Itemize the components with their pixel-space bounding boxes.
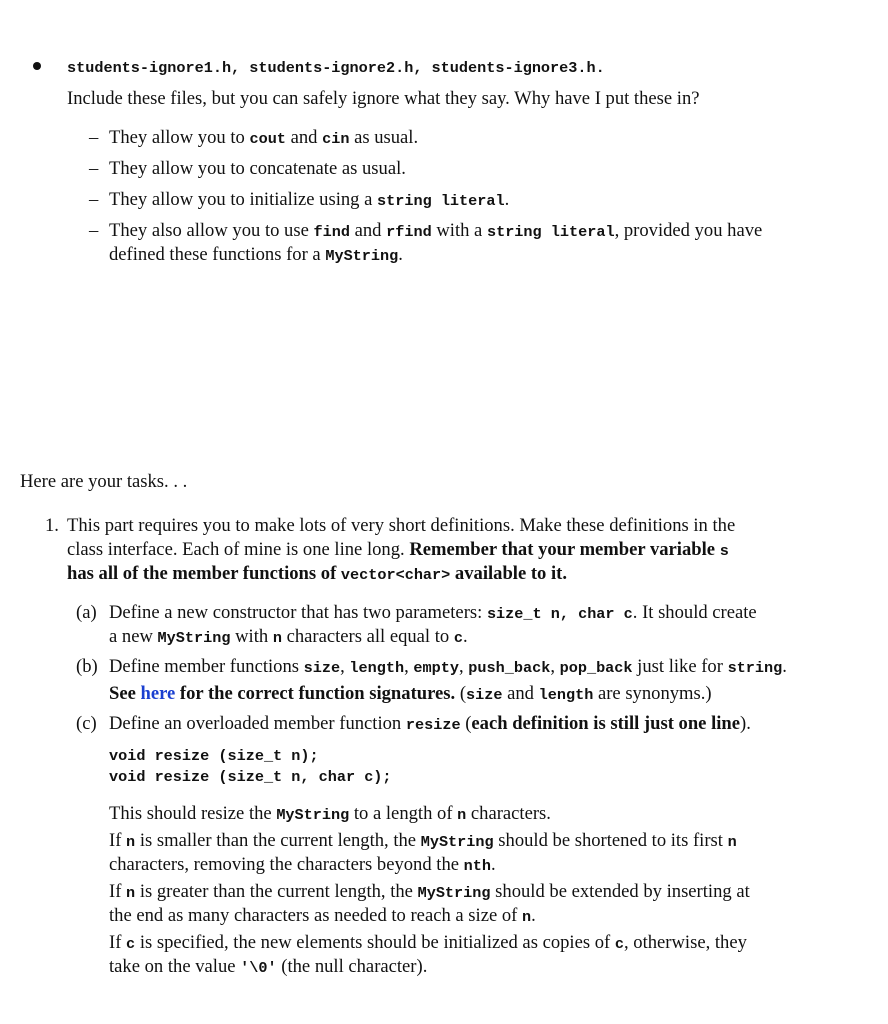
here-link[interactable]: here bbox=[140, 683, 176, 704]
subtask-c-label: (c) bbox=[76, 713, 97, 734]
resize-paragraph-2-line-1: If n is smaller than the current length, the MyString should be shortened to its first n bbox=[109, 830, 737, 851]
subtask-a-line-1: Define a new constructor that has two parameters: size_t n, char c. It should create bbox=[109, 602, 757, 623]
dash-icon: – bbox=[89, 158, 99, 179]
reason-3: They allow you to initialize using a string literal. bbox=[109, 189, 510, 210]
files-line: students-ignore1.h, students-ignore2.h, students-ignore3.h. bbox=[67, 59, 605, 77]
task-1-line-3: has all of the member functions of vector<char> available to it. bbox=[67, 563, 568, 584]
task-1-line-2: class interface. Each of mine is one line long. Remember that your member variable s bbox=[67, 539, 729, 560]
resize-paragraph-4-line-2: take on the value '\0' (the null character). bbox=[109, 956, 428, 977]
code-resize-2: void resize (size_t n, char c); bbox=[109, 768, 392, 786]
dash-icon: – bbox=[89, 189, 99, 210]
reason-4-line-1: They also allow you to use find and rfind with a string literal, provided you have bbox=[109, 220, 763, 241]
task-1-number: 1. bbox=[45, 515, 59, 536]
resize-paragraph-2-line-2: characters, removing the characters beyond the nth. bbox=[109, 854, 496, 875]
subtask-b-label: (b) bbox=[76, 656, 98, 677]
bullet-icon bbox=[33, 62, 41, 70]
subtask-c-line-1: Define an overloaded member function resize (each definition is still just one line). bbox=[109, 713, 751, 734]
dash-icon: – bbox=[89, 127, 99, 148]
dash-icon: – bbox=[89, 220, 99, 241]
resize-paragraph-3-line-2: the end as many characters as needed to reach a size of n. bbox=[109, 905, 536, 926]
resize-paragraph-1: This should resize the MyString to a length of n characters. bbox=[109, 803, 551, 824]
subtask-b-line-1: Define member functions size, length, empty, push_back, pop_back just like for string. bbox=[109, 656, 787, 677]
subtask-a-line-2: a new MyString with n characters all equal to c. bbox=[109, 626, 468, 647]
subtask-a-label: (a) bbox=[76, 602, 97, 623]
subtask-b-line-2: See here for the correct function signatures. (size and length are synonyms.) bbox=[109, 683, 712, 704]
intro-description: Include these files, but you can safely ignore what they say. Why have I put these in? bbox=[67, 88, 700, 109]
reason-2: They allow you to concatenate as usual. bbox=[109, 158, 406, 179]
resize-paragraph-3-line-1: If n is greater than the current length, the MyString should be extended by inserting at bbox=[109, 881, 750, 902]
tasks-heading: Here are your tasks. . . bbox=[20, 471, 188, 492]
resize-paragraph-4-line-1: If c is specified, the new elements should be initialized as copies of c, otherwise, they bbox=[109, 932, 747, 953]
code-resize-1: void resize (size_t n); bbox=[109, 747, 319, 765]
task-1-line-1: This part requires you to make lots of very short definitions. Make these definitions in the bbox=[67, 515, 736, 536]
reason-1: They allow you to cout and cin as usual. bbox=[109, 127, 419, 148]
reason-4-line-2: defined these functions for a MyString. bbox=[109, 244, 403, 265]
